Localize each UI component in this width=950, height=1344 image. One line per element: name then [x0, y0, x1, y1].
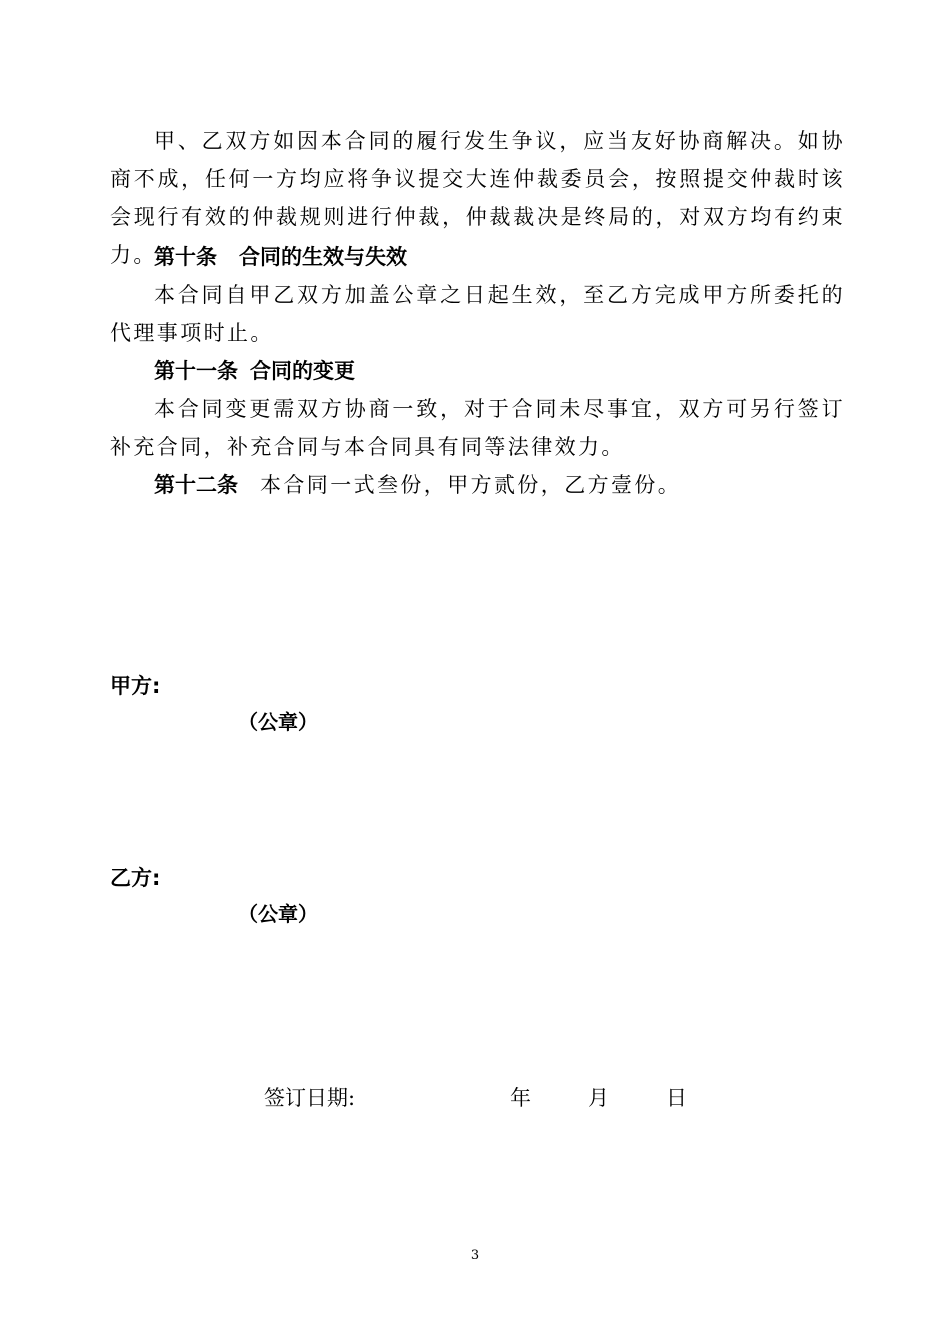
signing-date-label: 签订日期:	[264, 1086, 356, 1110]
article-11-title: 合同的变更	[250, 359, 355, 383]
article-10-title: 合同的生效与失效	[239, 245, 407, 269]
party-a-seal: （公章）	[238, 710, 318, 734]
article-10-heading	[154, 238, 407, 276]
page-number: 3	[470, 1248, 480, 1263]
article-10-number: 第十条	[154, 245, 217, 269]
signing-month-label: 月	[588, 1086, 609, 1110]
article-12-heading	[154, 466, 681, 504]
article-12-body: 本合同一式叁份，甲方贰份，乙方壹份。	[260, 473, 682, 497]
article-11-body: 本合同变更需双方协商一致，对于合同未尽事宜，双方可另行签订补充合同，补充合同与本合同具有同等法律效力。	[110, 397, 845, 459]
article-11-heading	[154, 352, 355, 390]
paragraph-dispute-resolution: 甲、乙双方如因本合同的履行发生争议，应当友好协商解决。如协商不成，任何一方均应将争议提交大连仲裁委员会，按照提交仲裁时该会现行有效的仲裁规则进行仲裁，仲裁裁决是终局的，对双方均有约束力。	[110, 129, 845, 267]
article-12-number: 第十二条	[154, 473, 238, 497]
party-b-seal: （公章）	[238, 902, 318, 926]
signing-day-label: 日	[666, 1086, 687, 1110]
article-10-body: 本合同自甲乙双方加盖公章之日起生效，至乙方完成甲方所委托的代理事项时止。	[110, 283, 845, 345]
article-11-number: 第十一条	[154, 359, 238, 383]
party-b-label: 乙方:	[110, 866, 161, 890]
signing-year-label: 年	[510, 1086, 531, 1110]
party-a-label: 甲方:	[110, 674, 161, 698]
